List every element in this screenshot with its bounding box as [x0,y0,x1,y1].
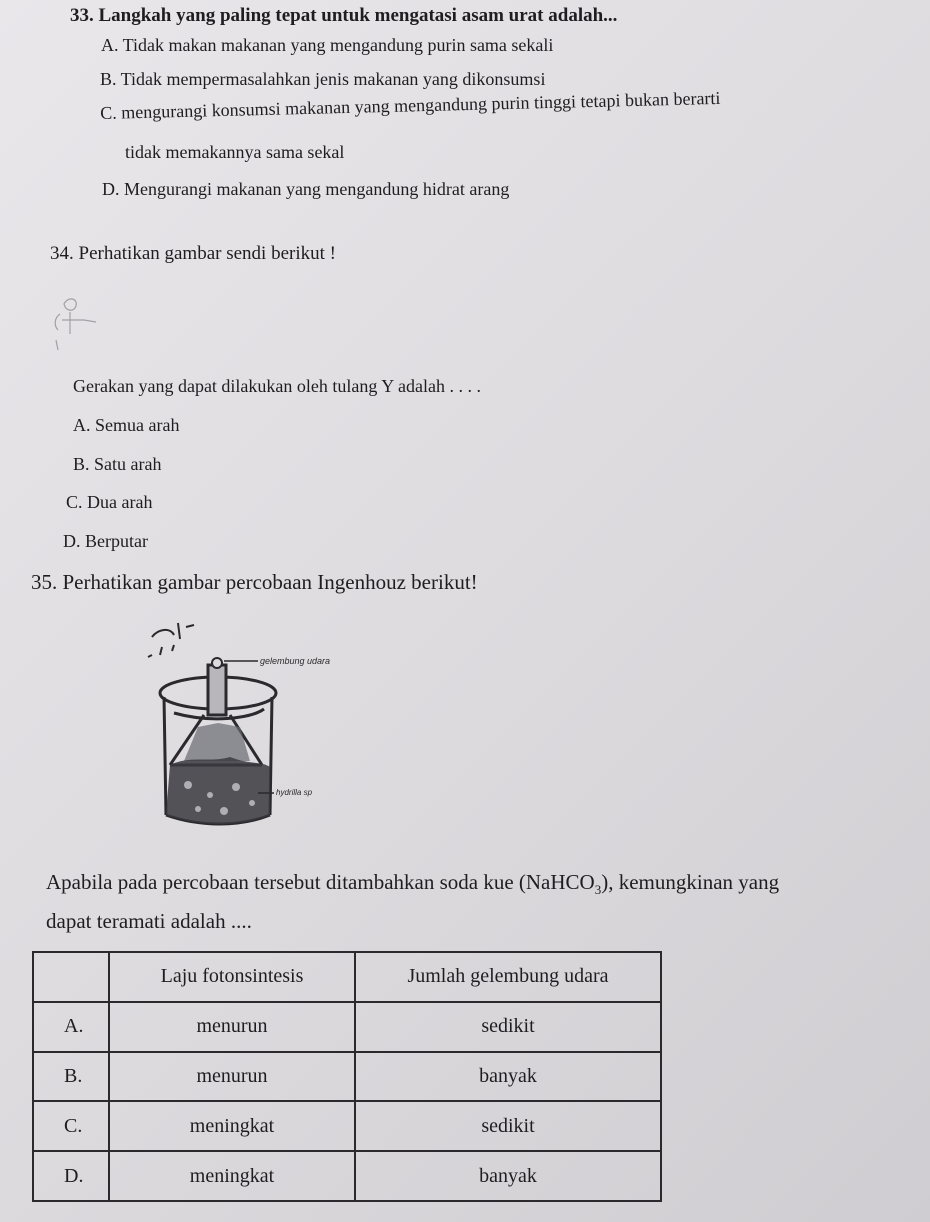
answer-table [32,951,662,1202]
table-row [33,1002,661,1052]
table-cell: sedikit [355,1002,661,1052]
table-header: Jumlah gelembung udara [355,952,661,1002]
table-cell: meningkat [109,1151,355,1201]
table-cell: B. [33,1052,109,1102]
table-row [33,1052,661,1102]
hydrilla-label: hydrilla sp [276,788,313,797]
table-header: Laju fotonsintesis [109,952,355,1002]
table-cell: banyak [355,1151,661,1201]
q33-stem: 33. Langkah yang paling tepat untuk mengatasi asam urat adalah... [70,5,618,26]
table-cell: A. [33,1002,109,1052]
table-row [33,1151,661,1201]
joint-figure [40,290,110,360]
bubble-label: gelembung udara [260,656,331,666]
q33-option-a: A. Tidak makan makanan yang mengandung purin sama sekali [101,35,554,55]
q35-question-line2: dapat teramati adalah .... [46,909,252,933]
q33-option-d: D. Mengurangi makanan yang mengandung hidrat arang [102,179,510,199]
q33-option-b: B. Tidak mempermasalahkan jenis makanan yang dikonsumsi [100,69,546,89]
table-cell: D. [33,1151,109,1201]
table-cell: sedikit [355,1101,661,1151]
ingenhousz-figure [140,615,360,840]
q34-option-d: D. Berputar [63,531,148,551]
q34-question: Gerakan yang dapat dilakukan oleh tulang Y adalah . . . . [73,376,482,396]
table-header [33,952,109,1002]
q35-stem: 35. Perhatikan gambar percobaan Ingenhouz berikut! [31,570,478,594]
q33-option-c: C. mengurangi konsumsi makanan yang mengandung purin tinggi tetapi bukan berarti [99,87,721,123]
table-cell: C. [33,1101,109,1151]
table-cell: menurun [109,1052,355,1102]
q35-question: Apabila pada percobaan tersebut ditambahkan soda kue (NaHCO$_3$), kemungkinan yang [46,870,780,898]
table-row [33,1101,661,1151]
q34-option-a: A. Semua arah [73,415,180,435]
q33-option-c-continued: tidak memakannya sama sekal [125,142,345,162]
q34-option-c: C. Dua arah [66,492,153,512]
table-cell: banyak [355,1052,661,1102]
table-cell: meningkat [109,1101,355,1151]
q34-stem: 34. Perhatikan gambar sendi berikut ! [50,243,336,264]
table-cell: menurun [109,1002,355,1052]
q34-option-b: B. Satu arah [73,454,162,474]
table-header-row [33,952,661,1002]
